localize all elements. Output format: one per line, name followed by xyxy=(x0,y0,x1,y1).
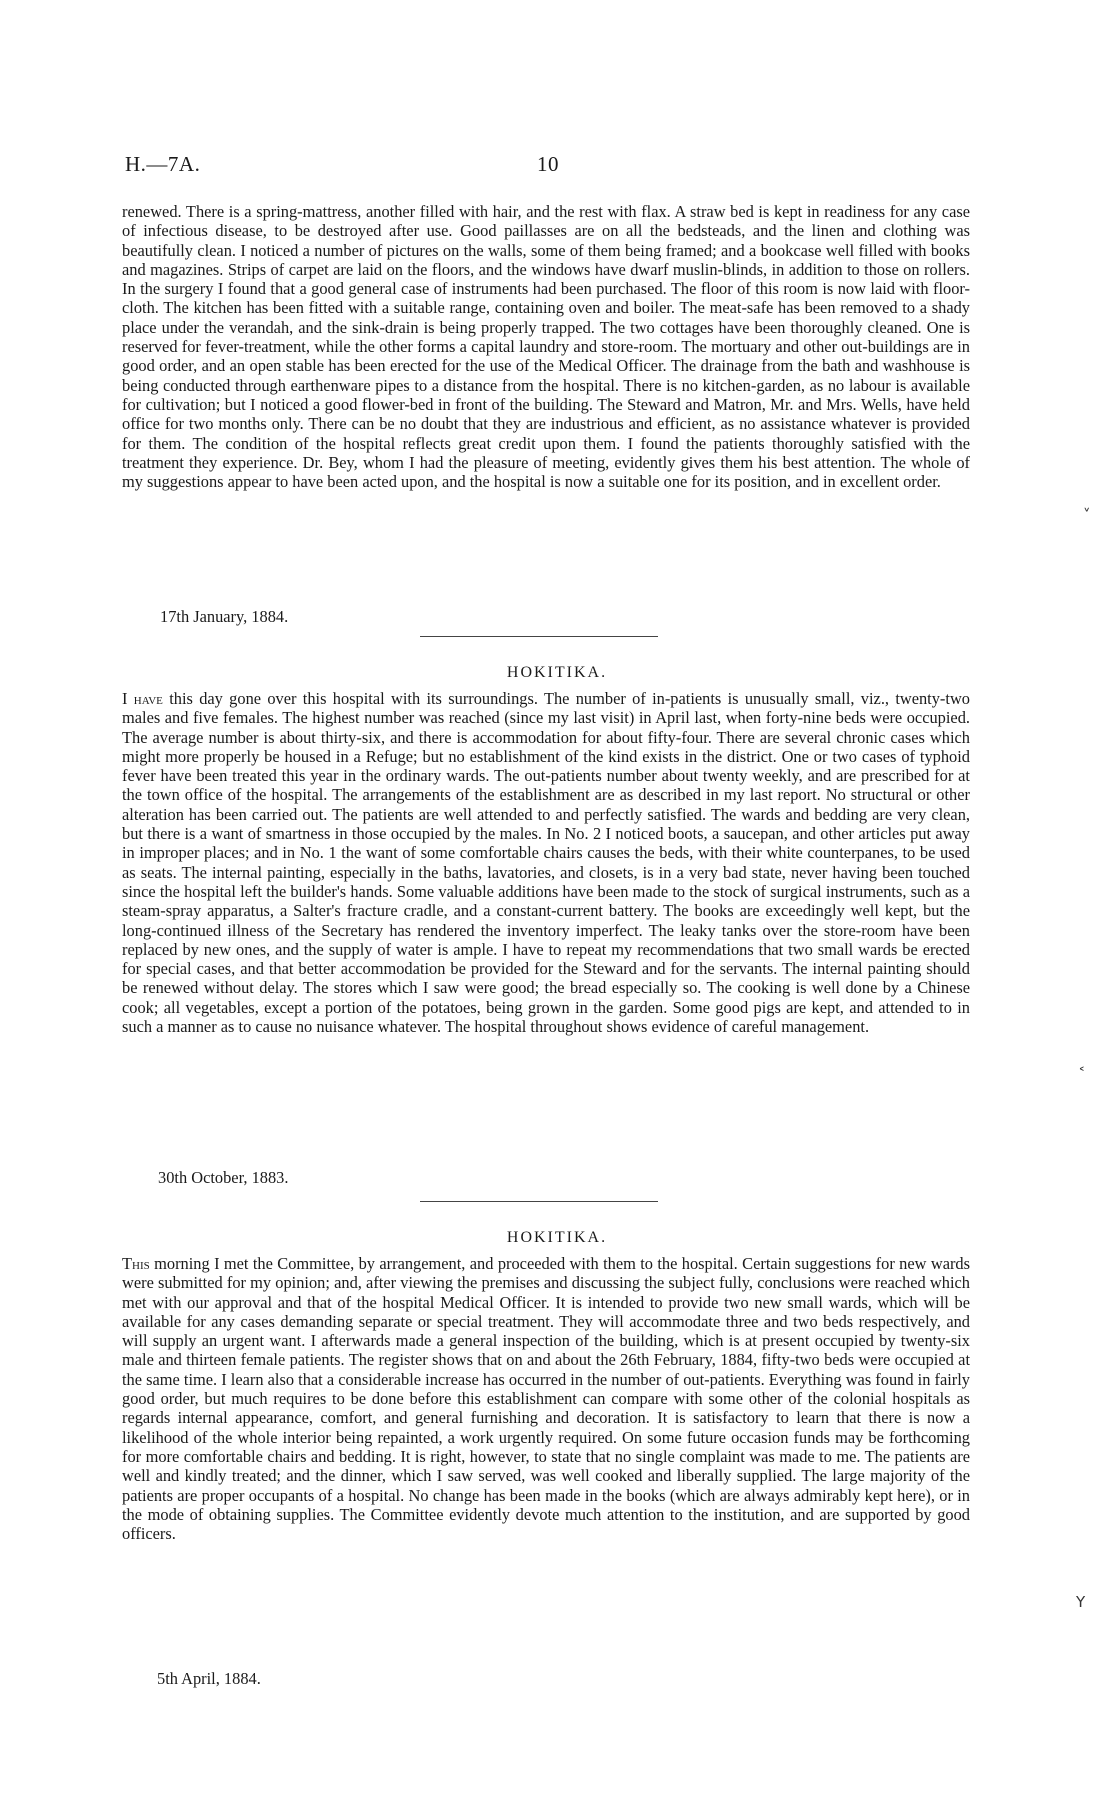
margin-mark: ˅ xyxy=(1083,506,1091,524)
section-title-hokitika-1: HOKITIKA. xyxy=(506,664,608,681)
report-paragraph-1: renewed. There is a spring-mattress, another filled with hair, and the rest with flax. A straw bed is kept in readiness for any case of infectious disease, to be destroyed after use. Good paillasses are on all the bedsteads, and the linen and clothing was beautifully clean. I noticed a number of pictures on the walls, some of them being framed; and a bookcase well filled with books and magazines. Strips of carpet are laid on the floors, and the windows have dwarf muslin-blinds, in addition to those on rollers. In the surgery I found that a good general case of instruments had been purchased. The floor of this room is now laid with floor-cloth. The kitchen has been fitted with a suitable range, containing oven and boiler. The meat-safe has been removed to a shady place under the verandah, and the sink-drain is being properly trapped. The two cottages have been thoroughly cleaned. One is reserved for fever-treatment, while the other forms a capital laundry and store-room. The mortuary and other out-buildings are in good order, and an open stable has been erected for the use of the Medical Officer. The drainage from the bath and washhouse is being conducted through earthenware pipes to a distance from the hospital. There is no kitchen-garden, as no labour is available for cultivation; but I noticed a good flower-bed in front of the building. The Steward and Matron, Mr. and Mrs. Wells, have held office for two months only. There can be no doubt that they are industrious and efficient, as no assistance whatever is provided for them. The condition of the hospital reflects great credit upon them. I found the patients thoroughly satisfied with the treatment they experience. Dr. Bey, whom I had the pleasure of meeting, evidently gives them his best attention. The whole of my suggestions appear to have been acted upon, and the hospital is now a suitable one for its position, and in excellent order. xyxy=(122,202,970,492)
report-paragraph-3 xyxy=(122,1254,970,1543)
section-divider-2 xyxy=(420,1201,658,1202)
document-reference: H.—7A. xyxy=(125,152,201,176)
lead-words-2: I have xyxy=(122,689,163,708)
margin-mark: ˂ xyxy=(1078,1065,1086,1083)
section-title-hokitika-2: HOKITIKA. xyxy=(506,1229,608,1246)
paragraph-body-2: this day gone over this hospital with its surroundings. The number of in-patients is unusually small, viz., twenty-two males and five females. The highest number was reached (since my last visit) in April last, when forty-nine beds were occupied. The average number is about thirty-six, and there is accommodation for about fifty-four. There are several chronic cases which might more properly be housed in a Refuge; but no establishment of the kind exists in the district. One or two cases of typhoid fever have been treated this year in the ordinary wards. The out-patients number about twenty weekly, and are prescribed for at the town office of the hospital. The arrangements of the establishment are as described in my last report. No structural or other alteration has been carried out. The patients are well attended to and perfectly satisfied. The wards and bedding are very clean, but there is a want of smartness in those occupied by the males. In No. 2 I noticed boots, a saucepan, and other articles put away in improper places; and in No. 1 the want of some comfortable chairs causes the beds, with their white counterpanes, to be used as seats. The internal painting, especially in the baths, lavatories, and closets, is in a very bad state, never having been touched since the hospital left the builder's hands. Some valuable additions have been made to the stock of surgical instruments, such as a steam-spray apparatus, a Salter's fracture cradle, and a constant-current battery. The books are exceedingly well kept, but the long-continued illness of the Secretary has rendered the inventory imperfect. The leaky tanks over the store-room have been replaced by new ones, and the supply of water is ample. I have to repeat my recommendations that two small wards be erected for special cases, and that better accommodation be provided for the Steward and for the servants. The internal painting should be renewed without delay. The stores which I saw were good; the bread especially so. The cooking is well done by a Chinese cook; all vegetables, except a portion of the potatoes, being grown in the garden. Some good pigs are kept, and attended to in such a manner as to cause no nuisance whatever. The hospital throughout shows evidence of careful management. xyxy=(122,689,970,1037)
margin-mark: Y xyxy=(1076,1593,1086,1611)
report-paragraph-2 xyxy=(122,689,970,1036)
section-divider-1 xyxy=(420,636,658,637)
paragraph-body-3: morning I met the Committee, by arrangement, and proceeded with them to the hospital. Certain suggestions for new wards were submitted for my opinion; and, after viewing the premises and discussing the subject fully, conclusions were reached which met with our approval and that of the hospital Medical Officer. It is intended to provide two new small wards, which will be available for any cases demanding separate or special treatment. They will accommodate three and two beds respectively, and will supply an urgent want. I afterwards made a general inspection of the building, which is at present occupied by twenty-six male and thirteen female patients. The register shows that on and about the 26th February, 1884, fifty-two beds were occupied at the same time. I learn also that a considerable increase has occurred in the number of out-patients. Everything was found in fairly good order, but much requires to be done before this establishment can compare with some other of the colonial hospitals as regards internal appearance, comfort, and general furnishing and decoration. It is satisfactory to learn that there is now a likelihood of the whole interior being repainted, a work urgently required. On some future occasion funds may be forthcoming for more comfortable chairs and bedding. It is right, however, to state that no single complaint was made to me. The patients are well and kindly treated; and the dinner, which I saw served, was well cooked and liberally supplied. The large majority of the patients are proper occupants of a hospital. No change has been made in the books (which are always admirably kept here), or in the mode of obtaining supplies. The Committee evidently devote much attention to the institution, and are supported by good officers. xyxy=(122,1254,970,1544)
report-date-2: 30th October, 1883. xyxy=(158,1168,289,1187)
lead-words-3: This xyxy=(122,1254,150,1273)
report-date-3: 5th April, 1884. xyxy=(157,1669,261,1688)
page-number: 10 xyxy=(537,152,559,176)
report-date-1: 17th January, 1884. xyxy=(160,607,289,626)
